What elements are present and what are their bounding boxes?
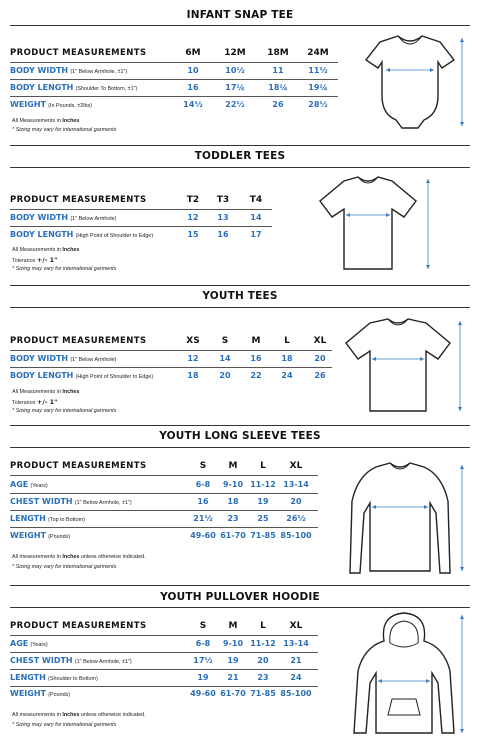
table-cell: 16 — [187, 83, 199, 92]
size-header: M — [251, 336, 261, 346]
section-infant-snap-tee — [0, 0, 480, 145]
table-row — [10, 511, 335, 526]
size-header: T4 — [249, 195, 263, 205]
size-header: T2 — [186, 195, 200, 205]
table-cell: 49-60 — [190, 689, 216, 698]
table-cell: 12 — [187, 213, 199, 222]
unit-label: Inches — [62, 118, 80, 124]
row-name: AGE — [10, 639, 29, 648]
table-cell: 17¼ — [225, 83, 245, 92]
table-cell: 6-8 — [195, 639, 211, 648]
row-detail: (Pounds) — [48, 692, 71, 698]
size-header: S — [199, 461, 207, 471]
table-cell: 9-10 — [222, 639, 244, 648]
divider — [10, 145, 470, 146]
size-header: 6M — [185, 48, 201, 58]
table-cell: 17½ — [193, 656, 213, 665]
table-cell: 11-12 — [250, 639, 276, 648]
row-detail: (Pounds) — [48, 534, 71, 540]
section-toddler-tees — [0, 145, 480, 285]
table-cell: 13-14 — [283, 639, 309, 648]
size-header: XL — [289, 621, 303, 631]
hoodie-icon — [344, 611, 470, 739]
row-name: BODY LENGTH — [10, 371, 74, 380]
table-cell: 10½ — [225, 66, 245, 75]
section-title: YOUTH LONG SLEEVE TEES — [159, 430, 321, 442]
table-cell: 22 — [250, 371, 262, 380]
row-detail: (1" Below Armhole, ±1") — [74, 659, 132, 665]
table-cell: 16 — [250, 354, 262, 363]
table-cell: 25 — [257, 514, 269, 523]
table-cell: 24 — [290, 673, 302, 682]
table-row — [10, 63, 335, 78]
table-cell: 22½ — [225, 100, 245, 109]
size-header: XL — [289, 461, 303, 471]
table-cell: 12 — [187, 354, 199, 363]
table-cell: 6-8 — [195, 480, 211, 489]
table-cell: 21 — [290, 656, 302, 665]
size-header: 18M — [267, 48, 289, 58]
size-header: L — [260, 461, 266, 471]
unit-label: Inches — [62, 554, 80, 560]
table-row — [10, 653, 335, 668]
table-cell: 26½ — [286, 514, 306, 523]
row-detail: (Years) — [30, 642, 48, 648]
sizing-note: * Sizing may vary for international garments — [12, 564, 117, 570]
row-detail: (1" Below Armhole) — [70, 357, 117, 363]
header-row — [10, 619, 335, 634]
size-header: T3 — [216, 195, 230, 205]
table-row — [10, 80, 335, 95]
divider — [10, 447, 470, 448]
table-cell: 20 — [314, 354, 326, 363]
table-cell: 13-14 — [283, 480, 309, 489]
table-cell: 14 — [219, 354, 231, 363]
long-sleeve-tee-icon — [338, 461, 470, 581]
row-name: AGE — [10, 480, 29, 489]
header-row — [10, 459, 335, 474]
tolerance-note: Tolerance +/- 1" — [12, 256, 58, 264]
header-row — [10, 46, 335, 61]
table-row — [10, 210, 270, 225]
youth-tee-icon — [340, 317, 470, 417]
measurement-note: All measurements in Inches unless otherwise indicated. — [12, 712, 146, 718]
row-detail: (Years) — [30, 483, 48, 489]
table-row — [10, 686, 335, 701]
divider — [10, 607, 470, 608]
table-cell: 19¼ — [308, 83, 328, 92]
table-cell: 13 — [217, 213, 229, 222]
table-cell: 71-85 — [250, 531, 276, 540]
tolerance-value: +/- 1" — [36, 398, 58, 406]
table-cell: 85-100 — [280, 689, 312, 698]
table-cell: 16 — [197, 497, 209, 506]
header-label: PRODUCT MEASUREMENTS — [10, 621, 147, 631]
header-row — [10, 193, 270, 208]
section-title: INFANT SNAP TEE — [186, 9, 294, 21]
section-youth-tees — [0, 285, 480, 425]
sizing-note: * Sizing may vary for international garments — [12, 408, 117, 414]
size-header: 24M — [307, 48, 329, 58]
tolerance-note: Tolerance +/- 1" — [12, 398, 58, 406]
row-detail: (1" Below Armhole, ±1") — [70, 69, 128, 75]
table-cell: 20 — [219, 371, 231, 380]
table-cell: 17 — [250, 230, 262, 239]
table-cell: 24 — [281, 371, 293, 380]
row-name: BODY WIDTH — [10, 66, 69, 75]
table-cell: 23 — [227, 514, 239, 523]
table-cell: 71-85 — [250, 689, 276, 698]
size-header: M — [228, 461, 238, 471]
table-cell: 61-70 — [220, 531, 246, 540]
tolerance-value: +/- 1" — [36, 256, 58, 264]
measurement-note: All measurements in Inches unless otherwise indicated. — [12, 554, 146, 560]
row-name: WEIGHT — [10, 531, 46, 540]
section-youth-long-sleeve-tees — [0, 425, 480, 585]
row-name: BODY WIDTH — [10, 213, 69, 222]
row-divider — [10, 475, 318, 476]
measurement-note: All Measurements in Inches — [12, 389, 80, 395]
size-header: L — [284, 336, 290, 346]
header-label: PRODUCT MEASUREMENTS — [10, 461, 147, 471]
section-title: YOUTH TEES — [202, 290, 278, 302]
divider — [10, 585, 470, 586]
divider — [10, 167, 470, 168]
size-header: L — [260, 621, 266, 631]
sizing-note: * Sizing may vary for international garments — [12, 266, 117, 272]
sizing-note: * Sizing may vary for international garments — [12, 127, 117, 133]
onesie-icon — [358, 32, 470, 132]
size-header: XL — [313, 336, 327, 346]
row-name: CHEST WIDTH — [10, 656, 73, 665]
table-cell: 9-10 — [222, 480, 244, 489]
table-row — [10, 227, 270, 242]
row-detail: (Top to Bottom) — [48, 517, 85, 523]
divider — [10, 285, 470, 286]
section-youth-pullover-hoodie — [0, 585, 480, 741]
table-cell: 18 — [227, 497, 239, 506]
table-cell: 11-12 — [250, 480, 276, 489]
unit-label: Inches — [62, 389, 80, 395]
size-header: S — [221, 336, 229, 346]
divider — [10, 25, 470, 26]
table-row — [10, 636, 335, 651]
table-cell: 85-100 — [280, 531, 312, 540]
measurement-note: All Measurements in Inches — [12, 118, 80, 124]
row-name: CHEST WIDTH — [10, 497, 73, 506]
table-cell: 10 — [187, 66, 199, 75]
row-detail: (Shoulder to Bottom) — [48, 676, 98, 682]
row-detail: (1" Below Armhole, ±1") — [74, 500, 132, 506]
row-detail: (High Point of Shoulder to Edge) — [75, 233, 154, 239]
table-cell: 19 — [227, 656, 239, 665]
table-cell: 18¼ — [268, 83, 288, 92]
table-cell: 19 — [257, 497, 269, 506]
row-name: LENGTH — [10, 514, 46, 523]
table-row — [10, 477, 335, 492]
header-label: PRODUCT MEASUREMENTS — [10, 195, 147, 205]
table-cell: 11 — [272, 66, 284, 75]
table-cell: 20 — [290, 497, 302, 506]
table-cell: 15 — [187, 230, 199, 239]
row-name: WEIGHT — [10, 100, 46, 109]
table-cell: 49-60 — [190, 531, 216, 540]
row-detail: (Shoulder To Bottom, ±1") — [75, 86, 138, 92]
row-name: LENGTH — [10, 673, 46, 682]
unit-label: Inches — [62, 247, 80, 253]
table-cell: 14½ — [183, 100, 203, 109]
divider — [10, 425, 470, 426]
section-title: TODDLER TEES — [194, 150, 286, 162]
table-cell: 26 — [314, 371, 326, 380]
sizing-note: * Sizing may vary for international garments — [12, 722, 117, 728]
table-cell: 19 — [197, 673, 209, 682]
row-detail: (1" Below Armhole) — [70, 216, 117, 222]
table-cell: 18 — [281, 354, 293, 363]
header-label: PRODUCT MEASUREMENTS — [10, 336, 147, 346]
size-header: M — [228, 621, 238, 631]
measurement-note: All Measurements in Inches — [12, 247, 80, 253]
toddler-tee-icon — [308, 175, 440, 275]
row-name: BODY LENGTH — [10, 83, 74, 92]
row-detail: (In Pounds, ±2lbs) — [48, 103, 92, 109]
header-label: PRODUCT MEASUREMENTS — [10, 48, 147, 58]
table-cell: 14 — [250, 213, 262, 222]
unit-label: Inches — [62, 712, 80, 718]
table-cell: 11½ — [308, 66, 328, 75]
table-row — [10, 670, 335, 685]
section-title: YOUTH PULLOVER HOODIE — [160, 591, 320, 603]
table-row — [10, 368, 340, 383]
size-header: S — [199, 621, 207, 631]
row-detail: (High Point of Shoulder to Edge) — [75, 374, 154, 380]
table-cell: 61-70 — [220, 689, 246, 698]
row-name: WEIGHT — [10, 689, 46, 698]
table-cell: 21 — [227, 673, 239, 682]
table-cell: 26 — [272, 100, 284, 109]
table-row — [10, 351, 340, 366]
table-cell: 28½ — [308, 100, 328, 109]
table-cell: 18 — [187, 371, 199, 380]
divider — [10, 307, 470, 308]
table-row — [10, 528, 335, 543]
table-cell: 20 — [257, 656, 269, 665]
table-cell: 16 — [217, 230, 229, 239]
row-name: BODY WIDTH — [10, 354, 69, 363]
size-header: 12M — [224, 48, 246, 58]
row-name: BODY LENGTH — [10, 230, 74, 239]
table-row — [10, 494, 335, 509]
table-row — [10, 97, 335, 112]
header-row — [10, 334, 340, 349]
table-cell: 21½ — [193, 514, 213, 523]
size-header: XS — [186, 336, 200, 346]
table-cell: 23 — [257, 673, 269, 682]
